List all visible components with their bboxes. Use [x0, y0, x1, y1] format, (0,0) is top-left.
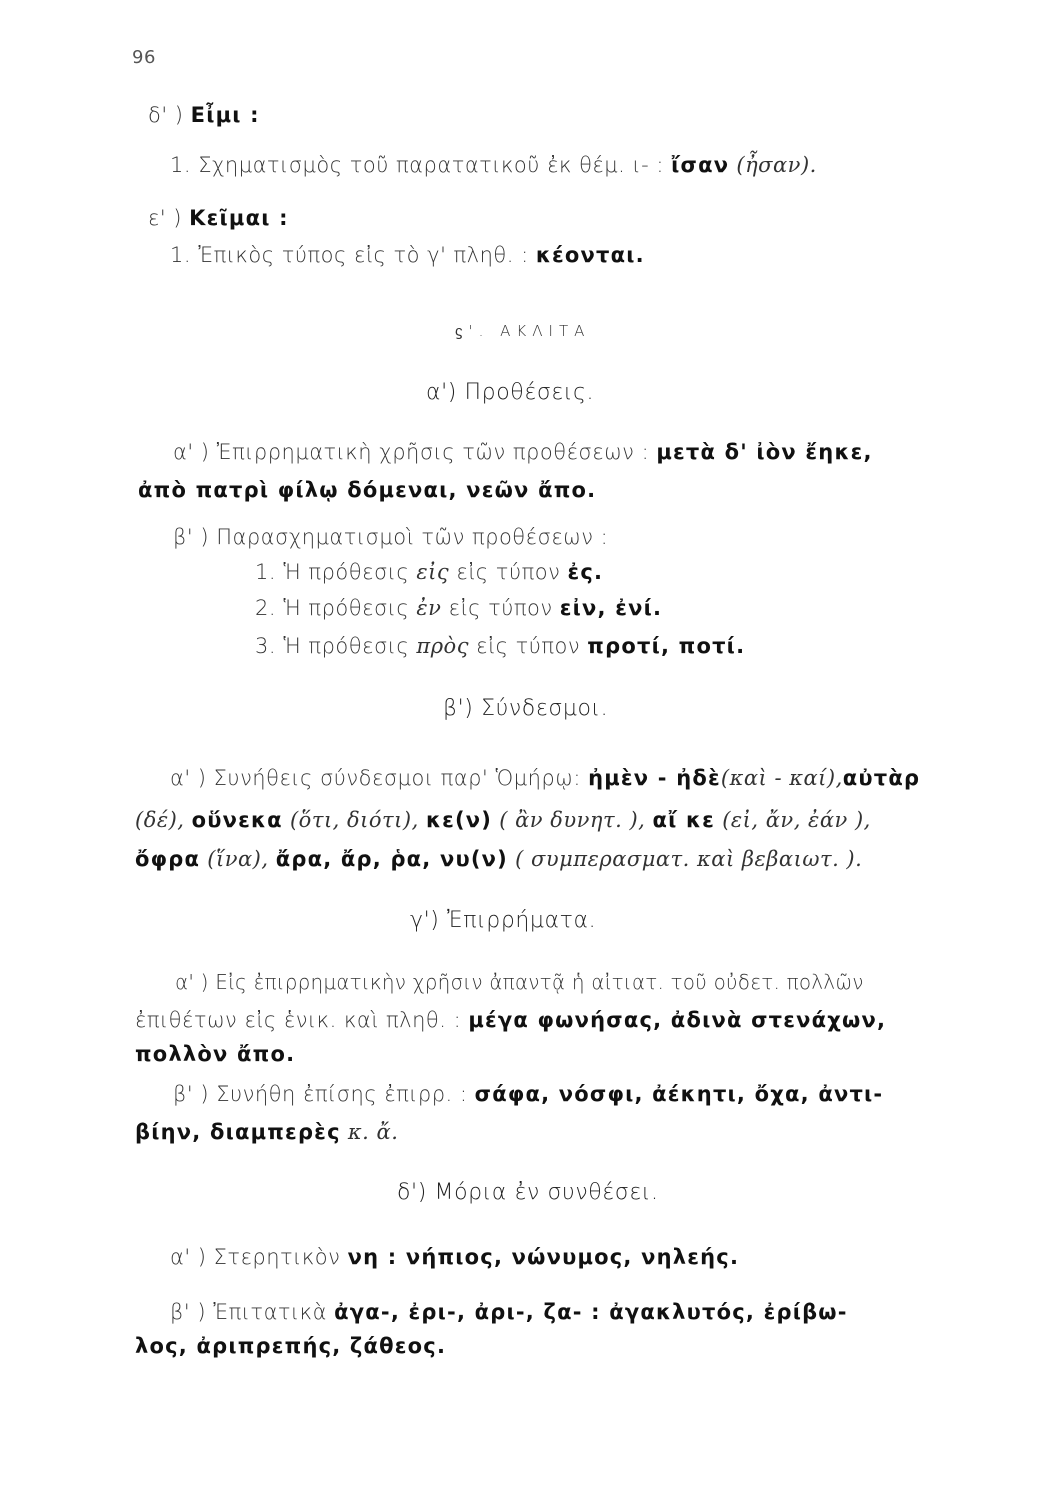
entry-heading: Εἶμι :: [190, 103, 260, 127]
text-line: β' ) Ἐπιτατικὰ ἀγα-, ἐρι-, ἀρι-, ζα- : ἀγακλυτός, ἐρίβω-: [170, 1300, 848, 1324]
text-line: α' ) Εἰς ἐπιρρηματικὴν χρῆσιν ἀπαντᾷ ἡ αἰτιατ. τοῦ οὐδετ. πολλῶν: [175, 970, 864, 994]
text-line: 1. Σχηματισμὸς τοῦ παρατατικοῦ ἐκ θέμ. ι- : ἴσαν (ἦσαν).: [170, 153, 817, 177]
text-line: 1. Ἡ πρόθεσις εἰς εἰς τύπον ἐς.: [255, 560, 604, 584]
text-line: βίην, διαμπερὲς κ. ἄ.: [135, 1120, 399, 1144]
text-line: α' ) Στερητικὸν νη : νήπιος, νώνυμος, νηλεής.: [170, 1245, 740, 1269]
text-line: β' ) Παρασχηματισμοὶ τῶν προθέσεων :: [173, 525, 609, 549]
text-line: λος, ἀριπρεπής, ζάθεος.: [135, 1334, 447, 1358]
text-line: 2. Ἡ πρόθεσις ἐν εἰς τύπον εἰν, ἐνί.: [255, 596, 663, 620]
text-line: α' ) Ἐπιρρηματικὴ χρῆσις τῶν προθέσεων : μετὰ δ' ἰὸν ἔηκε,: [173, 440, 873, 464]
section-title: ϛ'. ΑΚΛΙΤΑ: [455, 322, 591, 340]
text-line: ἀπὸ πατρὶ φίλῳ δόμεναι, νεῶν ἄπο.: [138, 478, 597, 502]
text-line: α' ) Συνήθεις σύνδεσμοι παρ' Ὁμήρῳ: ἠμὲν - ἠδὲ(καὶ - καί),αὐτὰρ: [170, 766, 921, 790]
text-line: ἐπιθέτων εἰς ἑνικ. καὶ πληθ. : μέγα φωνήσας, ἀδινὰ στενάχων,: [135, 1008, 887, 1032]
subsection-heading: δ') Μόρια ἐν συνθέσει.: [397, 1180, 659, 1205]
subsection-heading: γ') Ἐπιρρήματα.: [410, 908, 597, 933]
text-line: [148, 103, 260, 127]
page-number: 96: [132, 47, 156, 68]
text-line: ε' ) Κεῖμαι :: [148, 206, 289, 230]
text-line: πολλὸν ἄπο.: [135, 1042, 296, 1066]
text-line: ὄφρα (ἵνα), ἄρα, ἄρ, ῥα, νυ(ν) ( συμπερασματ. καὶ βεβαιωτ. ).: [135, 847, 863, 871]
item-marker: δ' ): [148, 103, 191, 127]
text-line: (δέ), οὕνεκα (ὅτι, διότι), κε(ν) ( ἂν δυνητ. ), αἴ κε (εἰ, ἄν, ἐάν ),: [135, 808, 871, 832]
subsection-heading: α') Προθέσεις.: [426, 380, 595, 405]
text-line: 1. Ἐπικὸς τύπος εἰς τὸ γ' πληθ. : κέονται.: [170, 243, 645, 267]
subsection-heading: β') Σύνδεσμοι.: [443, 696, 609, 721]
text-line: 3. Ἡ πρόθεσις πρὸς εἰς τύπον προτί, ποτί.: [255, 634, 746, 658]
text-line: β' ) Συνήθη ἐπίσης ἐπιρρ. : σάφα, νόσφι, ἀέκητι, ὄχα, ἀντι-: [173, 1082, 884, 1106]
entry-heading: Κεῖμαι :: [189, 206, 289, 230]
